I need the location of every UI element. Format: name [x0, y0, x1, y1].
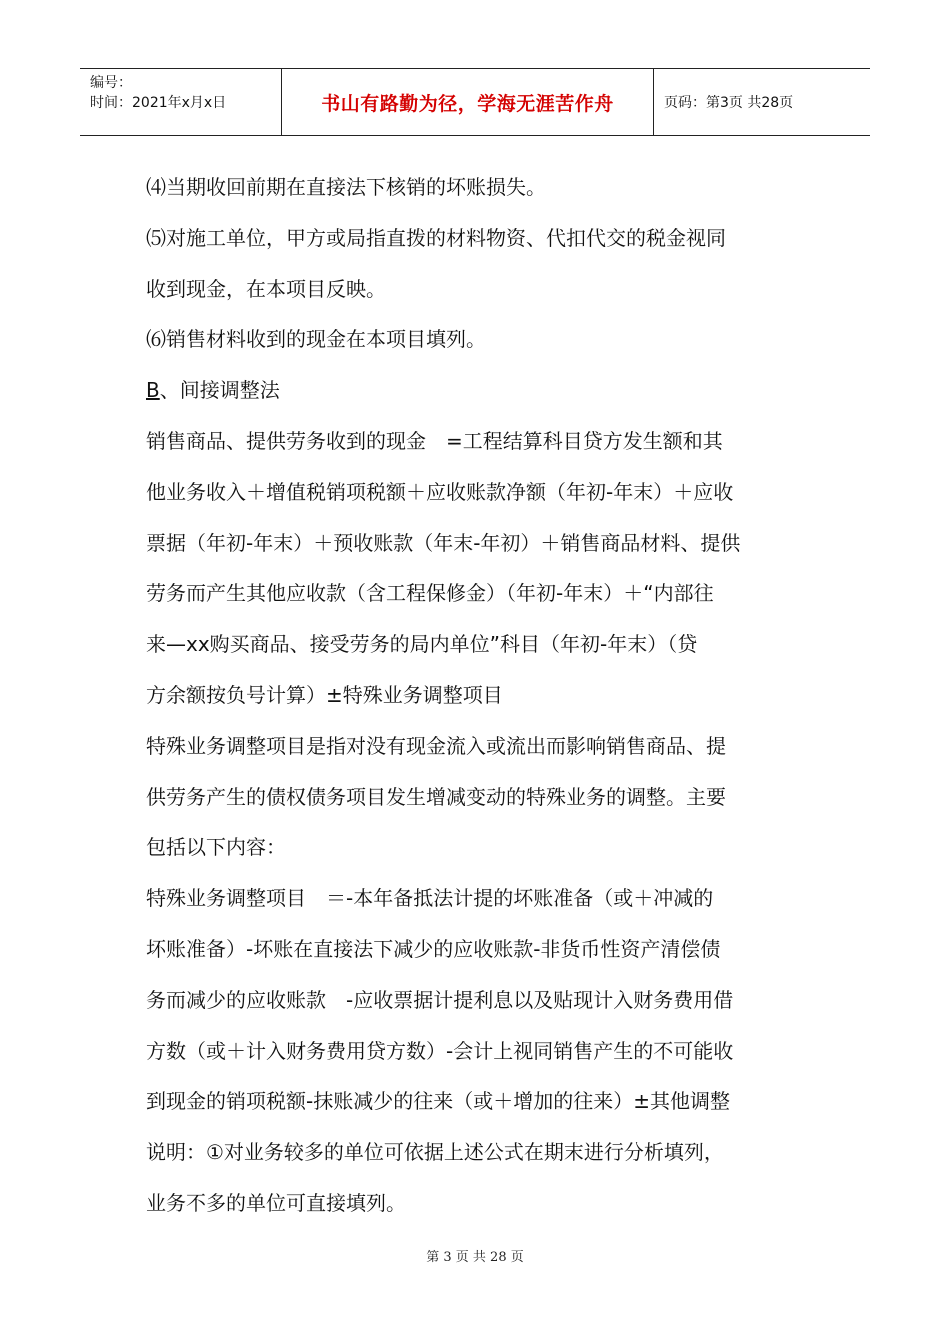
body-line: 包括以下内容： [146, 835, 286, 860]
section-letter: B [146, 378, 160, 403]
header-left-cell [80, 69, 282, 135]
number-label: 编号： [90, 75, 132, 91]
body-line: 劳务而产生其他应收款（含工程保修金）（年初-年末）＋“内部往 [146, 581, 714, 606]
body-line: 票据（年初-年末）＋预收账款（年末-年初）＋销售商品材料、提供 [146, 530, 741, 555]
body-line: 务而减少的应收账款 -应收票据计提利息以及贴现计入财务费用借 [146, 987, 734, 1012]
body-line: 来—xx购买商品、接受劳务的局内单位”科目（年初-年末）（贷 [146, 632, 698, 657]
page-header [80, 68, 870, 136]
body-line: 特殊业务调整项目 ＝-本年备抵法计提的坏账准备（或＋冲减的 [146, 886, 714, 911]
body-line: 坏账准备）-坏账在直接法下减少的应收账款-非货币性资产清偿债 [146, 936, 721, 961]
body-line: 业务不多的单位可直接填列。 [146, 1190, 406, 1215]
time-label: 时间：2021年x月x日 [90, 95, 227, 111]
page-footer: 第 3 页 共 28 页 [426, 1250, 524, 1265]
body-line: 方余额按负号计算）±特殊业务调整项目 [146, 682, 503, 707]
section-heading-text: 、间接调整法 [159, 378, 280, 403]
body-line: 销售商品、提供劳务收到的现金 =工程结算科目贷方发生额和其 [146, 428, 723, 453]
body-line: ⑹销售材料收到的现金在本项目填列。 [146, 327, 486, 352]
body-line: 收到现金，在本项目反映。 [146, 276, 386, 301]
section-heading [146, 365, 810, 416]
body-line: ⑷当期收回前期在直接法下核销的坏账损失。 [146, 175, 546, 199]
page-info: 页码：第3页 共28页 [664, 95, 794, 111]
body-line: 供劳务产生的债权债务项目发生增减变动的特殊业务的调整。主要 [146, 784, 726, 809]
body-line: 说明：①对业务较多的单位可依据上述公式在期末进行分析填列， [146, 1140, 724, 1165]
body-line: 方数（或＋计入财务费用贷方数）-会计上视同销售产生的不可能收 [146, 1038, 734, 1063]
body-line: 他业务收入＋增值税销项税额＋应收账款净额（年初-年末）＋应收 [146, 479, 734, 504]
body-line: ⑸对施工单位，甲方或局指直拨的材料物资、代扣代交的税金视同 [146, 225, 726, 250]
body-line: 到现金的销项税额-抹账减少的往来（或＋增加的往来）±其他调整 [146, 1089, 730, 1114]
document-body [146, 162, 810, 1229]
body-line: 特殊业务调整项目是指对没有现金流入或流出而影响销售商品、提 [146, 733, 726, 758]
motto: 书山有路勤为径，学海无涯苦作舟 [282, 69, 654, 135]
